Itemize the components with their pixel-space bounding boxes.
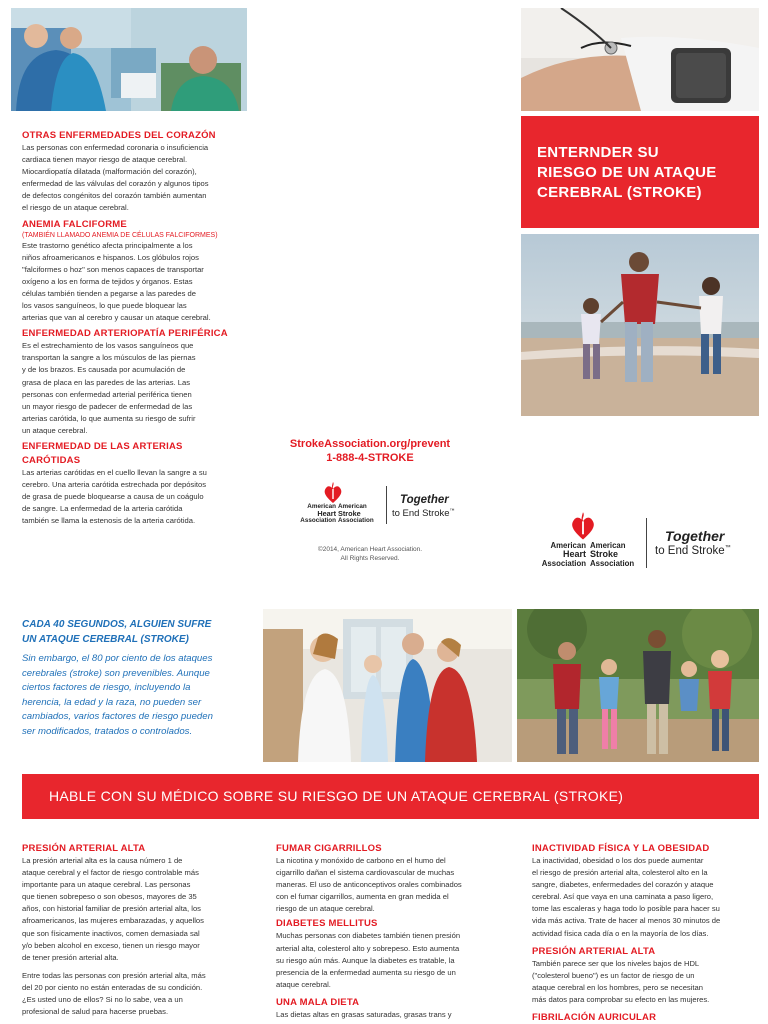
text-line: riesgo de un ataque cerebral.: [276, 904, 375, 914]
heading-line: CADA 40 SEGUNDOS, ALGUIEN SUFRE: [22, 619, 212, 630]
text-line: niños afroamericanos e hispanos. Los glóbulos rojos: [22, 252, 199, 262]
section-body: [22, 340, 247, 437]
text-line: arterias que van al cerebro y causar un ataque cerebral.: [22, 313, 211, 323]
text-line: Este trastorno genético afecta principalmente a los: [22, 240, 193, 250]
aha-name: [290, 503, 336, 524]
text-line: ser modificados, tratados o controlados.: [22, 725, 193, 737]
section-body: [532, 958, 762, 1006]
text-line: Es el estrechamiento de los vasos sanguíneos que: [22, 341, 194, 351]
aha-asa-logo-small: [290, 482, 470, 528]
photo-hospital-nurses: [11, 8, 247, 111]
logo-text: American: [550, 541, 586, 550]
text-line: profesional de salud para hacerse pruebas.: [22, 1007, 169, 1017]
photo-blood-pressure: [521, 8, 759, 111]
aha-torch-heart-icon: [570, 512, 596, 541]
photo-doctor-patients: [263, 609, 512, 762]
logo-text: American: [590, 541, 626, 550]
cover-title-box: [521, 116, 759, 228]
section-carotid: [22, 441, 247, 527]
text-line: de defectos congénitos del corazón también aumentan: [22, 191, 207, 201]
callout-heading: [22, 617, 257, 647]
text-line: y/o beben alcohol en exceso, tienen un riesgo mayor: [22, 940, 200, 950]
text-line: Las personas con enfermedad coronaria o insuficiencia: [22, 143, 209, 152]
text-line: actividad física cada día o en la mayoría de los días.: [532, 928, 709, 938]
contact-block: [270, 437, 470, 465]
title-line: RIESGO DE UN ATAQUE: [537, 164, 717, 181]
cover-title: [537, 143, 717, 203]
text-line: también se llama la estenosis de la arteria carótida.: [22, 516, 196, 526]
text-line: de tener presión arterial alta.: [22, 952, 119, 962]
copyright-line: All Rights Reserved.: [340, 555, 400, 562]
text-line: grasa de placa en las paredes de las arterias. Las: [22, 377, 191, 387]
text-line: Las dietas altas en grasas saturadas, grasas trans y: [276, 1009, 452, 1019]
text-line: cerebrales (stroke) son prevenibles. Aunque: [22, 667, 210, 679]
section-body: [276, 930, 511, 990]
logo-divider: [386, 486, 387, 524]
aha-torch-heart-icon: [323, 482, 343, 504]
text-line: más datos para comprobar su efecto en las mujeres.: [532, 994, 710, 1004]
section-heading: DIABETES MELLITUS: [276, 918, 378, 930]
section-heading: PRESIÓN ARTERIAL ALTA: [532, 945, 656, 957]
logo-text: Heart: [317, 509, 336, 518]
logo-text: Stroke: [590, 549, 619, 559]
text-line: de sangre. La enfermedad de la arteria carótida: [22, 504, 183, 514]
aha-name: [530, 541, 586, 568]
text-line: que son físicamente inactivos, comen demasiada sal: [22, 928, 200, 938]
section-heading: UNA MALA DIETA: [276, 996, 360, 1008]
text-line: Entre todas las personas con presión arterial alta, más: [22, 970, 206, 980]
text-line: los vasos sanguíneos, lo que puede bloquear las: [22, 301, 187, 311]
text-line: Las arterias carótidas en el cuello llevan la sangre a su: [22, 467, 207, 477]
text-line: sangre, diabetes, enfermedades del corazón y ataque: [532, 880, 714, 890]
logo-text: Association: [541, 559, 586, 568]
text-line: personas con enfermedad arterial periférica tienen: [22, 389, 192, 399]
asa-name: [590, 541, 634, 568]
callout-block: [22, 617, 257, 740]
trademark: ™: [449, 508, 455, 514]
section-body: [276, 855, 511, 915]
section-peripheral-artery: [22, 328, 247, 437]
logo-text: Association: [590, 559, 635, 568]
text-line: células también tienden a pegarse a las paredes de: [22, 288, 196, 298]
text-line: tome las escaleras y haga todo lo posible para hacer su: [532, 904, 720, 914]
section-body: [276, 1009, 511, 1021]
section-heading: FUMAR CIGARRILLOS: [276, 843, 382, 854]
text-line: herencia, la edad y la raza, no pueden ser: [22, 696, 202, 708]
text-line: el riesgo de presión arterial alta, colesterol alto en la: [532, 868, 708, 878]
logo-divider: [646, 518, 647, 568]
text-line: un mayor riesgo de padecer de enfermedad de las: [22, 401, 193, 411]
text-line: del 20 por ciento no están enteradas de su condición.: [22, 982, 203, 992]
text-line: cardiaca tienen mayor riesgo de ataque cerebral.: [22, 155, 188, 165]
logo-text: to End Stroke: [392, 508, 450, 519]
bottom-col-3: [532, 843, 762, 1024]
text-line: ¿Es usted uno de ellos? Si no lo sabe, vea a un: [22, 995, 183, 1005]
text-line: cigarrillo dañan el sistema cardiovascular de muchas: [276, 868, 455, 878]
photo-beach-family: [521, 234, 759, 416]
section-heading-line2: CARÓTIDAS: [22, 454, 81, 466]
text-line: La presión arterial alta es la causa número 1 de: [22, 856, 183, 865]
text-line: Miocardiopatía dilatada (malformación del corazón),: [22, 167, 197, 177]
text-line: maneras. El uso de anticonceptivos orales combinados: [276, 880, 462, 890]
section-heading: ANEMIA FALCIFORME: [22, 218, 127, 230]
photo-family-walking: [517, 609, 759, 762]
text-line: un ataque cerebral.: [22, 425, 88, 435]
logo-text: Heart: [562, 549, 586, 559]
text-line: de grasa de puede bloquearse a causa de un coágulo: [22, 492, 204, 502]
title-line: ENTERNDER SU: [537, 144, 659, 161]
text-line: transportan la sangre a los músculos de las piernas: [22, 353, 196, 363]
logo-text: American: [338, 503, 367, 510]
text-line: cambiados, varios factores de riesgo pueden: [22, 711, 213, 723]
to-end-stroke-text: [655, 545, 731, 557]
text-line: que tienen sobrepeso o son obesos, mayores de 35: [22, 892, 197, 902]
heading-line: UN ATAQUE CEREBRAL (STROKE): [22, 634, 189, 645]
logo-text: Association: [338, 517, 374, 524]
text-line: También parece ser que los niveles bajos de HDL: [532, 958, 700, 968]
text-line: La nicotina y monóxido de carbono en el humo del: [276, 856, 446, 865]
together-text: Together: [665, 528, 725, 544]
text-line: importante para un ataque cerebral. Las personas: [22, 880, 191, 890]
copyright: [290, 545, 450, 563]
section-body: [22, 240, 247, 325]
phone-number[interactable]: 1-888-4-STROKE: [326, 452, 414, 464]
section-heart-disease: [22, 130, 247, 215]
left-column: [22, 130, 247, 527]
text-line: ataque cerebral en los hombres, pero se necesitan: [532, 982, 703, 992]
section-heading: PRESIÓN ARTERIAL ALTA: [22, 843, 146, 854]
text-line: enfermedad de las válvulas del corazón y algunos tipos: [22, 179, 209, 189]
text-line: ("colesterol bueno") es un factor de riesgo de un: [532, 970, 695, 980]
logo-text: Stroke: [338, 509, 361, 518]
banner-text: HABLE CON SU MÉDICO SOBRE SU RIESGO DE UN ATAQUE CEREBRAL (STROKE): [49, 788, 624, 804]
text-line: cerebral. Así que vaya en una caminata a paso ligero,: [532, 892, 714, 902]
bottom-col-2: [276, 843, 511, 1021]
section-heading: ENFERMEDAD DE LAS ARTERIAS: [22, 440, 183, 452]
text-line: y de los brazos. Es causada por acumulación de: [22, 365, 186, 375]
logo-text: American: [307, 503, 336, 510]
section-body: [532, 855, 762, 940]
section-heading: INACTIVIDAD FÍSICA Y LA OBESIDAD: [532, 843, 710, 854]
asa-name: [338, 503, 374, 524]
title-line: CEREBRAL (STROKE): [537, 184, 702, 201]
bottom-col-1: [22, 843, 257, 1018]
text-line: el riesgo de un ataque cerebral.: [22, 203, 129, 213]
section-sickle-cell: [22, 219, 247, 325]
section-body: [22, 467, 247, 527]
text-line: presencia de la enfermedad aumenta su riesgo de un: [276, 967, 456, 977]
text-line: ataque cerebral.: [276, 979, 331, 989]
text-line: ciertos factores de riesgo, incluyendo la: [22, 682, 191, 694]
section-heading: FIBRILACIÓN AURICULAR: [532, 1012, 657, 1024]
section-body: [22, 970, 257, 1018]
talk-to-doctor-banner: [22, 774, 759, 819]
together-text: Together: [400, 494, 449, 506]
trademark: ™: [724, 545, 731, 551]
text-line: vida más activa. Trate de hacer al menos 30 minutos de: [532, 916, 721, 926]
text-line: arterias carótida, lo que aumenta su riesgo de sufrir: [22, 413, 196, 423]
logo-text: Association: [300, 517, 336, 524]
text-line: La inactividad, obesidad o los dos puede aumentar: [532, 856, 704, 865]
text-line: Sin embargo, el 80 por ciento de los ataques: [22, 653, 213, 664]
section-heading: OTRAS ENFERMEDADES DEL CORAZÓN: [22, 130, 216, 141]
text-line: con el fumar cigarrillos, aumenta en gran medida el: [276, 892, 449, 902]
text-line: afroamericanos, las mujeres embarazadas, y aquellos: [22, 916, 204, 926]
text-line: años, con historial familiar de presión arterial alta, los: [22, 904, 201, 914]
text-line: Muchas personas con diabetes también tienen presión: [276, 931, 461, 941]
text-line: ataque cerebral y el factor de riesgo controlable más: [22, 868, 199, 878]
website-link[interactable]: StrokeAssociation.org/prevent: [289, 438, 451, 450]
section-body: [22, 142, 247, 215]
section-body: [22, 855, 257, 964]
copyright-line: ©2014, American Heart Association.: [317, 546, 423, 553]
text-line: oxígeno a los en forma de tejidos y órganos. Estas: [22, 276, 193, 286]
callout-body: [22, 652, 257, 740]
text-line: cerebro. Una arteria carótida estrechada por depósitos: [22, 480, 207, 490]
logo-text: to End Stroke: [655, 545, 725, 557]
section-heading: ENFERMEDAD ARTERIOPATÍA PERIFÉRICA: [22, 328, 228, 340]
text-line: su riesgo aún más. Aunque la diabetes es tratable, la: [276, 955, 455, 965]
aha-asa-logo-large: [530, 512, 760, 572]
text-line: "falciformes o hoz" son menos capaces de transportar: [22, 264, 204, 274]
section-subheading: (TAMBIÉN LLAMADO ANEMIA DE CÉLULAS FALCIFORMES): [22, 231, 218, 239]
text-line: arterial alta, colesterol alto y sobrepeso. Esto aumenta: [276, 943, 460, 953]
to-end-stroke-text: [392, 508, 455, 519]
